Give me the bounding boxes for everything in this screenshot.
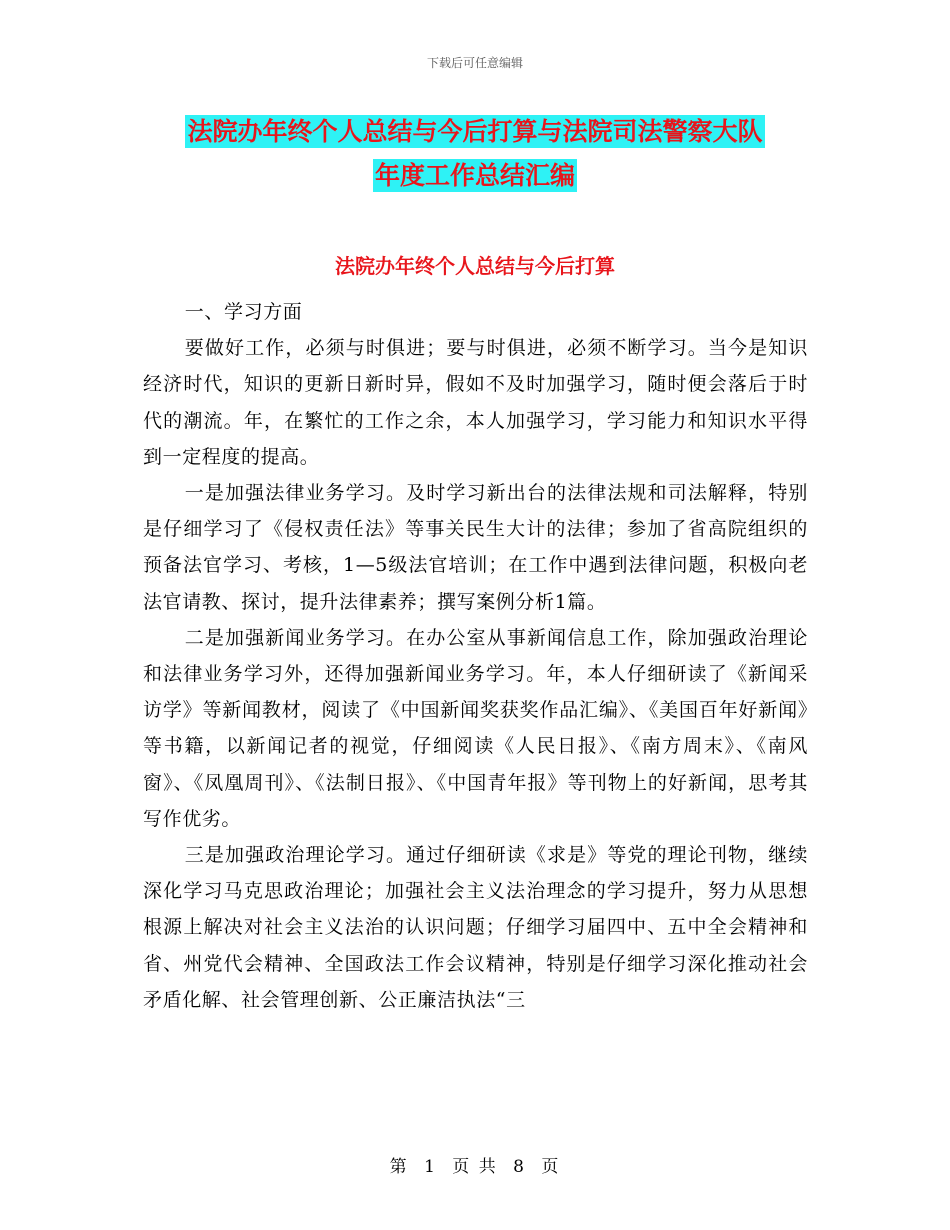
paragraph: 一、学习方面 [184,301,303,323]
title-line-2: 年度工作总结汇编 [374,161,575,190]
footer-page-number: 1 [424,1157,437,1177]
footer-suffix: 页 [541,1157,561,1177]
document-title [100,110,850,198]
footer-middle: 页 共 [452,1157,498,1177]
footer-prefix: 第 [389,1157,409,1177]
header-note: 下载后可任意编辑 [426,56,523,70]
section-title: 法院办年终个人总结与今后打算 [335,254,615,278]
body-text [143,294,808,1018]
paragraph: 一是加强法律业务学习。及时学习新出台的法律法规和司法解释，特别是仔细学习了《侵权责任法》等事关民生大计的法律；参加了省高院组织的预备法官学习、考核，1—5级法官培训；在工作中遇到法律问题，积极向老法官请教、探讨，提升法律素养；撰写案例分析1篇。 [143,482,808,613]
title-line-1: 法院办年终个人总结与今后打算与法院司法警察大队 [187,117,763,146]
paragraph: 三是加强政治理论学习。通过仔细研读《求是》等党的理论刊物，继续深化学习马克思政治理论；加强社会主义法治理念的学习提升，努力从思想根源上解决对社会主义法治的认识问题；仔细学习届四中、五中全会精神和省、州党代会精神、全国政法工作会议精神，特别是仔细学习深化推动社会矛盾化解、社会管理创新、公正廉洁执法“三 [143,844,808,1011]
footer-total-pages: 8 [513,1157,526,1177]
paragraph: 要做好工作，必须与时俱进；要与时俱进，必须不断学习。当今是知识经济时代，知识的更新日新时异，假如不及时加强学习，随时便会落后于时代的潮流。年，在繁忙的工作之余，本人加强学习，学习能力和知识水平得到一定程度的提高。 [143,337,808,468]
page-footer [0,1152,950,1177]
paragraph: 二是加强新闻业务学习。在办公室从事新闻信息工作，除加强政治理论和法律业务学习外，还得加强新闻业务学习。年，本人仔细研读了《新闻采访学》等新闻教材，阅读了《中国新闻奖获奖作品汇编》、《美国百年好新闻》等书籍，以新闻记者的视觉，仔细阅读《人民日报》、《南方周末》、《南风窗》、《凤凰周刊》、《法制日报》、《中国青年报》等刊物上的好新闻，思考其写作优劣。 [143,626,808,830]
